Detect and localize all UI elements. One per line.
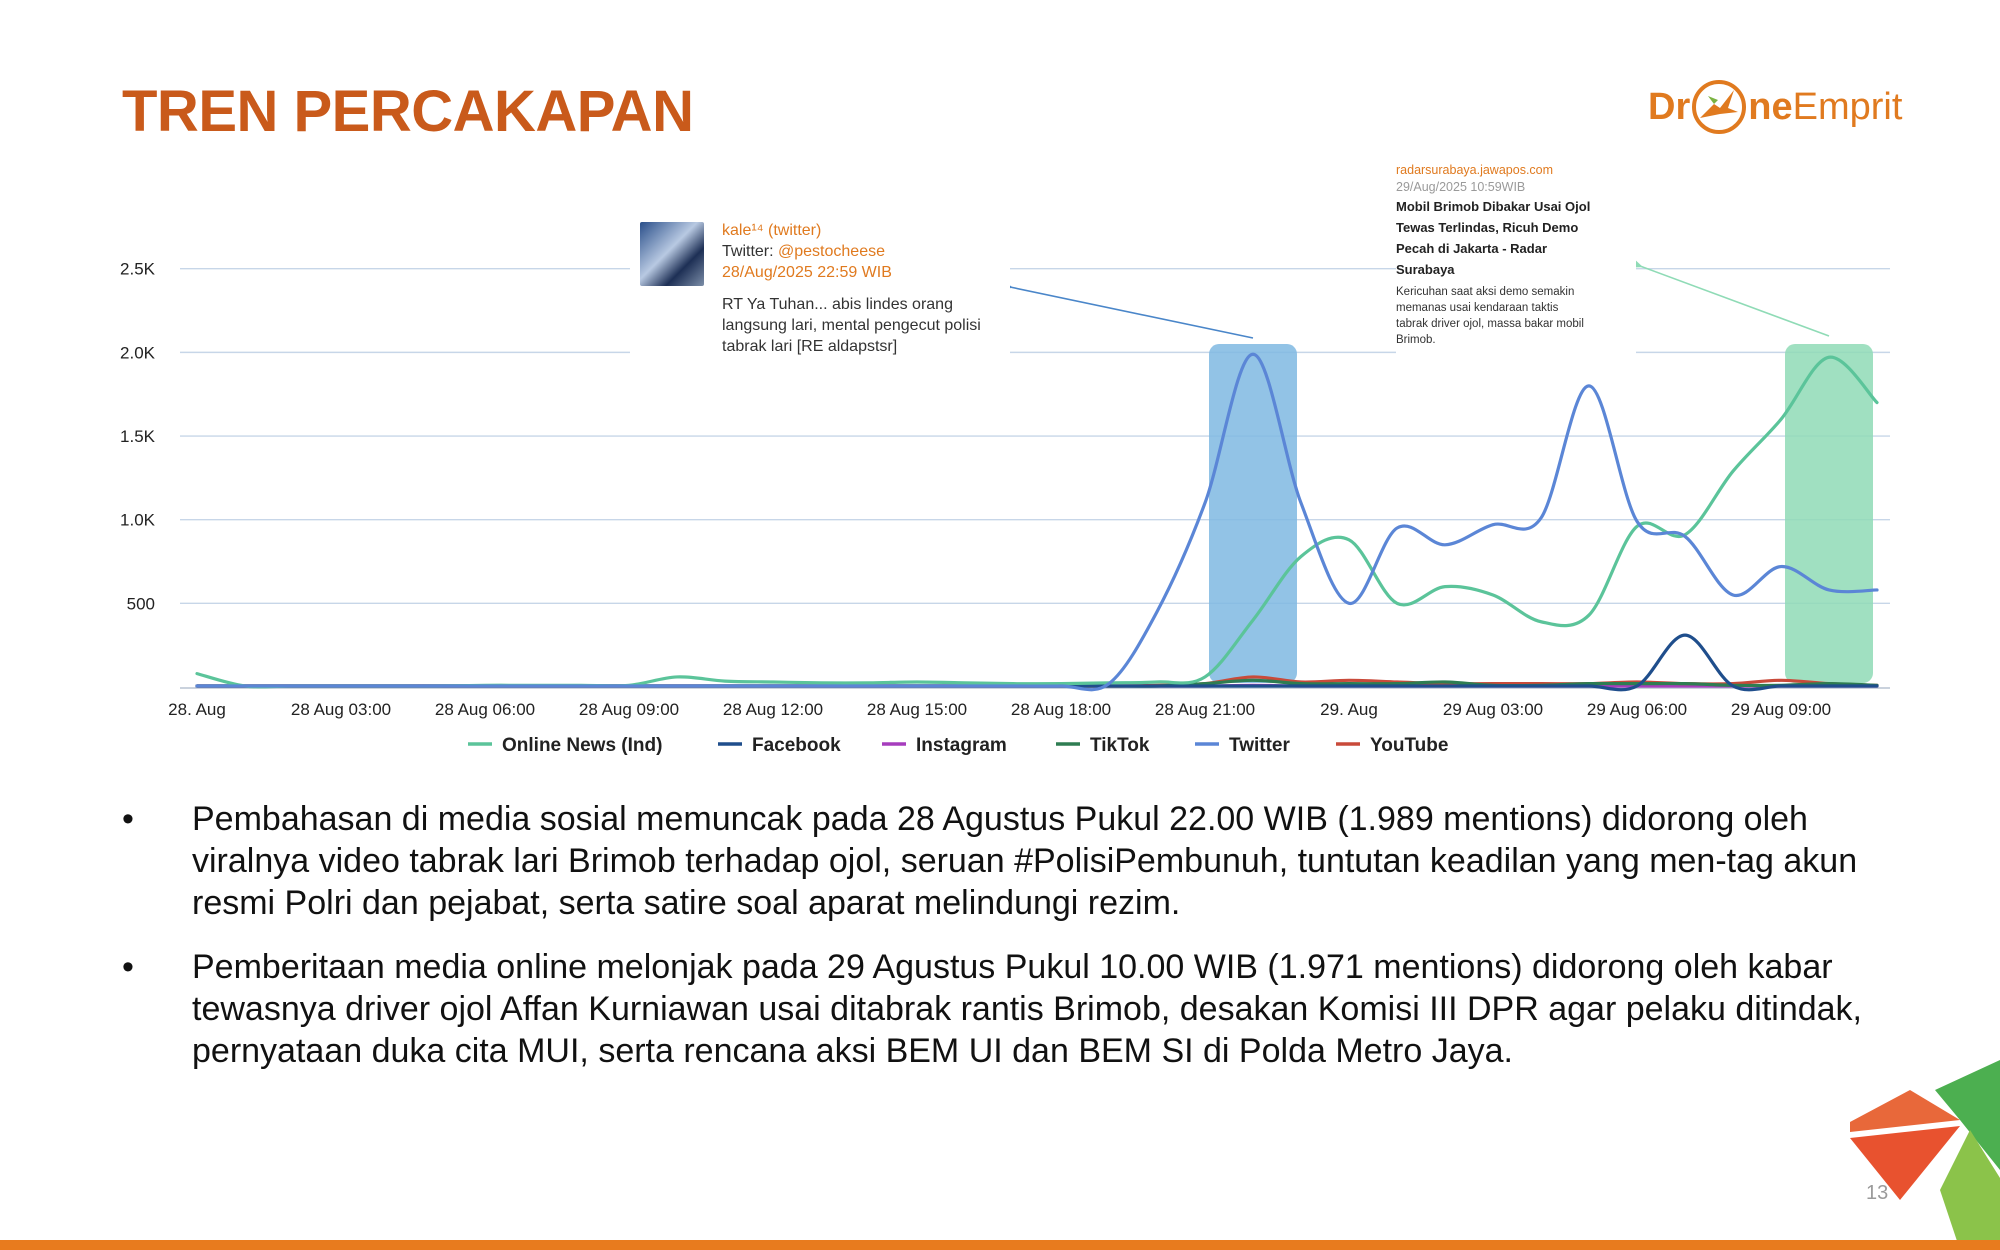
legend-item-label: Online News (Ind) — [502, 735, 663, 756]
y-tick-label: 500 — [126, 594, 155, 614]
news-headline-line: Pecah di Jakarta - Radar — [1396, 241, 1548, 256]
annotation-news — [1396, 162, 1636, 362]
x-tick-label: 28 Aug 18:00 — [1010, 700, 1112, 719]
tweet-handle-prefix: Twitter: — [722, 243, 779, 260]
y-tick-label: 2.0K — [120, 343, 155, 363]
news-text-line: tabrak driver ojol, massa bakar mobil — [1396, 318, 1584, 330]
drone-emprit-logo — [1648, 72, 1902, 142]
drone-bird-icon — [1690, 78, 1748, 136]
tweet-handle: @pestocheese — [778, 243, 885, 260]
arrow-news — [1640, 266, 1829, 336]
bullet-item: • Pembahasan di media sosial memuncak pada 28 Agustus Pukul 22.00 WIB (1.989 mentions) didorong oleh viralnya video tabrak lari Brimob terhadap ojol, seruan #PolisiPembunuh, tuntutan keadilan yang men-tag akun resmi Polri dan pejabat, serta satire soal aparat melindungi rezim. — [122, 798, 1902, 924]
bottom-accent-bar — [0, 1240, 2000, 1250]
y-tick-label: 1.0K — [120, 510, 155, 530]
chart-x-axis — [168, 700, 1831, 719]
arrow-tweet — [1010, 287, 1253, 338]
summary-bullets — [122, 798, 1902, 1094]
series-line-twitter — [197, 354, 1877, 690]
x-tick-label: 28 Aug 03:00 — [290, 700, 392, 719]
series-line-online-news-ind — [197, 357, 1877, 687]
x-tick-label: 29 Aug 09:00 — [1730, 700, 1832, 719]
news-source: radarsurabaya.jawapos.com — [1396, 163, 1554, 177]
tweet-text-line: tabrak lari [RE aldapstsr] — [722, 338, 898, 355]
chart-legend — [468, 735, 1448, 756]
legend-item-label: Twitter — [1229, 735, 1290, 756]
legend-item-label: Facebook — [752, 735, 841, 756]
page-number: 13 — [1866, 1182, 1889, 1204]
news-text-line: Kericuhan saat aksi demo semakin — [1396, 286, 1575, 298]
tweet-text-line: RT Ya Tuhan... abis lindes orang — [722, 296, 953, 313]
news-headline-line: Mobil Brimob Dibakar Usai Ojol — [1396, 199, 1591, 214]
bullet-item: • Pemberitaan media online melonjak pada 29 Agustus Pukul 10.00 WIB (1.971 mentions) didorong oleh kabar tewasnya driver ojol Affan Kurniawan usai ditabrak rantis Brimob, desakan Komisi III DPR agar pelaku ditindak, pernyataan duka cita MUI, serta rencana aksi BEM UI dan BEM SI di Polda Metro Jaya. — [122, 946, 1902, 1072]
news-headline-line: Surabaya — [1396, 262, 1455, 277]
tweet-date: 28/Aug/2025 22:59 WIB — [722, 264, 892, 281]
tweet-source: kale¹⁴ (twitter) — [722, 222, 822, 239]
x-tick-label: 29. Aug — [1320, 700, 1378, 719]
news-date: 29/Aug/2025 10:59WIB — [1396, 180, 1526, 194]
tweet-text-line: langsung lari, mental pengecut polisi — [722, 317, 981, 334]
legend-item-label: YouTube — [1370, 735, 1449, 756]
x-tick-label: 29 Aug 03:00 — [1442, 700, 1544, 719]
x-tick-label: 28 Aug 12:00 — [722, 700, 824, 719]
x-tick-label: 28. Aug — [168, 700, 226, 719]
slide-title: TREN PERCAKAPAN — [122, 79, 694, 144]
y-tick-label: 1.5K — [120, 427, 155, 447]
annotation-tweet — [630, 218, 1010, 364]
x-tick-label: 29 Aug 06:00 — [1586, 700, 1688, 719]
logo-text-ne: ne — [1748, 86, 1793, 128]
legend-item-label: Instagram — [916, 735, 1007, 756]
y-tick-label: 2.5K — [120, 259, 155, 279]
x-tick-label: 28 Aug 21:00 — [1154, 700, 1256, 719]
news-headline-line: Tewas Terlindas, Ricuh Demo — [1396, 220, 1579, 235]
logo-text-emprit: Emprit — [1792, 86, 1903, 128]
x-tick-label: 28 Aug 09:00 — [578, 700, 680, 719]
highlight-band — [1209, 344, 1297, 683]
chart-y-axis — [120, 260, 156, 614]
avatar — [640, 222, 704, 286]
chart-series — [197, 354, 1877, 690]
legend-item-label: TikTok — [1090, 735, 1150, 756]
chart-highlights — [1209, 344, 1873, 683]
news-text-line: memanas usai kendaraan taktis — [1396, 302, 1559, 314]
corner-decoration — [1840, 1050, 2000, 1250]
x-tick-label: 28 Aug 06:00 — [434, 700, 536, 719]
news-text-line: Brimob. — [1396, 334, 1436, 346]
logo-text-dr: Dr — [1648, 86, 1691, 128]
tweet-handle-line — [722, 241, 892, 262]
x-tick-label: 28 Aug 15:00 — [866, 700, 968, 719]
